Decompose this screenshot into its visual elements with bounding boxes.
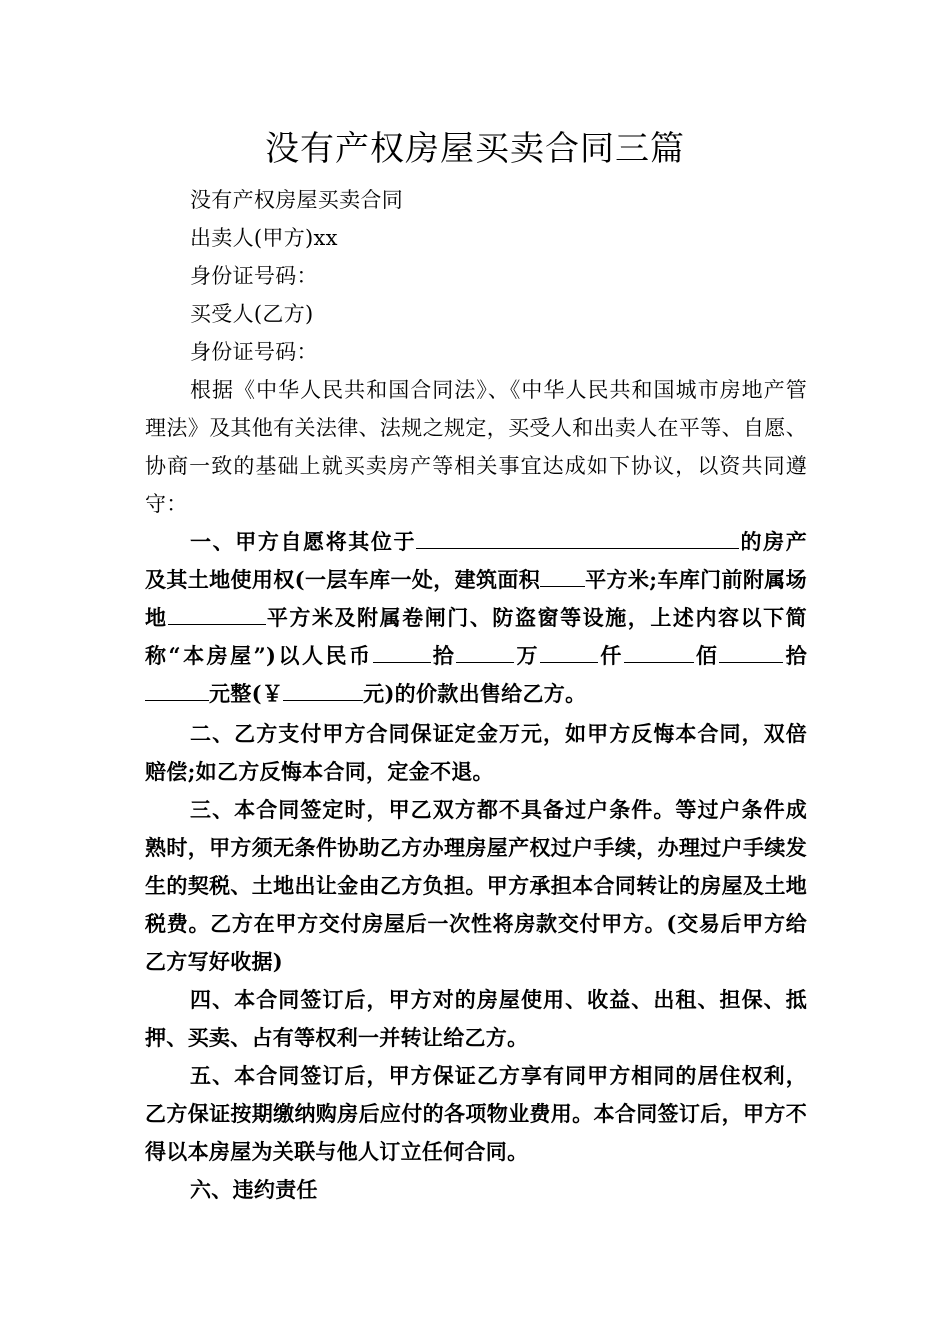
- unit-qian: 仟: [597, 643, 624, 668]
- clause-1-text-b: 的房产及其土地使用权(一层车库一处，建筑面积: [145, 529, 808, 592]
- clause-3-paragraph: 三、本合同签定时，甲乙双方都不具备过户条件。等过户条件成熟时，甲方须无条件协助乙方办理房屋产权过户手续，办理过户手续发生的契税、土地出让金由乙方负担。甲方承担本合同转让的房屋及土地税费。乙方在甲方交付房屋后一次性将房款交付甲方。(交易后甲方给乙方写好收据): [145, 797, 807, 974]
- document-body: [145, 181, 807, 1209]
- buyer-line: 买受人(乙方): [190, 302, 314, 326]
- unit-shi-2: 拾: [783, 643, 807, 668]
- amount-shi-2-blank: [719, 638, 783, 663]
- clause-6-heading: 六、违约责任: [190, 1177, 318, 1202]
- unit-bai: 佰: [693, 643, 720, 668]
- clause-1-text-f: 元)的价款出售给乙方。: [363, 681, 587, 706]
- unit-wan: 万: [514, 643, 540, 668]
- clause-1-text-e: 元整(￥: [209, 681, 284, 706]
- seller-id-line: 身份证号码：: [190, 264, 318, 288]
- clause-4-paragraph: 四、本合同签订后，甲方对的房屋使用、收益、出租、担保、抵押、买卖、占有等权利一并转让给乙方。: [145, 987, 807, 1050]
- clause-5-paragraph: 五、本合同签订后，甲方保证乙方享有同甲方相同的居住权利，乙方保证按期缴纳购房后应付的各项物业费用。本合同签订后，甲方不得以本房屋为关联与他人订立任何合同。: [145, 1063, 807, 1164]
- unit-shi-1: 拾: [430, 643, 457, 668]
- clause-1-paragraph: [145, 523, 807, 713]
- amount-bai-blank: [624, 638, 694, 663]
- amount-wan-blank: [456, 638, 514, 663]
- document-title: 没有产权房屋买卖合同三篇: [265, 129, 685, 169]
- preamble-paragraph: 根据《中华人民共和国合同法》、《中华人民共和国城市房地产管理法》及其他有关法律、法规之规定，买受人和出卖人在平等、自愿、协商一致的基础上就买卖房产等相关事宜达成如下协议，以资共同遵守：: [145, 378, 807, 516]
- buyer-id-line: 身份证号码：: [190, 340, 318, 364]
- amount-shi-blank: [373, 638, 431, 663]
- clause-1-text-c: 平方米;车库门前附属场地: [145, 567, 807, 630]
- area-blank: [540, 562, 585, 587]
- seller-line: 出卖人(甲方)xx: [190, 226, 338, 250]
- amount-qian-blank: [540, 638, 598, 663]
- clause-2-paragraph: 二、乙方支付甲方合同保证定金万元，如甲方反悔本合同，双倍赔偿;如乙方反悔本合同，定金不退。: [145, 721, 807, 784]
- clause-1-text-a: 一、甲方自愿将其位于: [190, 529, 417, 554]
- amount-yuan-blank: [145, 676, 209, 701]
- contract-subtitle: 没有产权房屋买卖合同: [190, 188, 403, 212]
- clause-1-text-d: 平方米及附属卷闸门、防盗窗等设施，上述内容以下简称“本房屋”)以人民币: [145, 605, 807, 668]
- amount-figure-blank: [283, 676, 363, 701]
- location-blank: [416, 524, 739, 549]
- yard-area-blank: [168, 600, 266, 625]
